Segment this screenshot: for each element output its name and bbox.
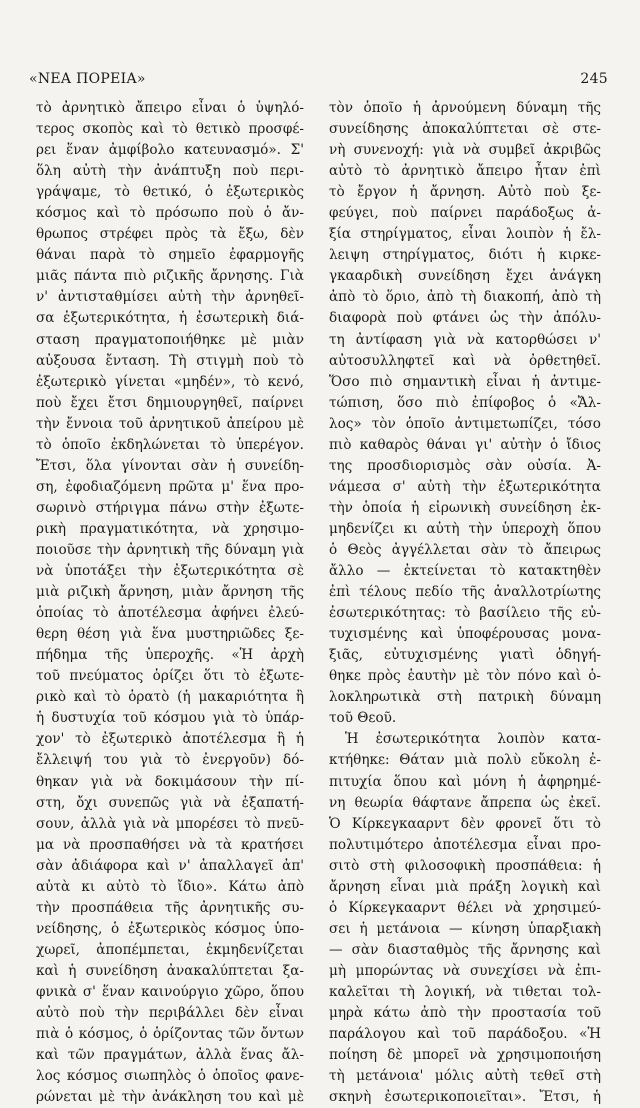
text-line: ρικὴ πραγματικότητα, νὰ χρησιμο- (36, 520, 304, 537)
text-line: λειψη στηρίγματος, διότι ἡ κιρκε- (329, 247, 601, 264)
text-line: συνείδησης ἀποκαλύπτεται σὲ στε- (329, 121, 601, 138)
text-line: Ὅσο πιὸ σημαντικὴ εἶναι ἡ ἀντιμε- (329, 373, 601, 390)
text-line: πιὸ καθαρὸς θάναι γι' αὐτὴν ὁ ἴδιος (329, 436, 601, 453)
text-line: λοκληρωτικὰ στὴ πατρικὴ δύναμη (329, 689, 601, 706)
text-line: κόσμος καὶ τὸ πρόσωπο ποὺ ὁ ἄν- (36, 205, 304, 222)
text-line: τὸ ἀρνητικὸ ἄπειρο εἶναι ὁ ὑψηλό- (36, 100, 304, 116)
text-line: μιὰ ριζικὴ ἄρνηση, μιὰν ἄρνηση τῆς (36, 584, 304, 601)
text-line: σιτὸ στὴ φιλοσοφικὴ προσπάθεια: ἡ (329, 857, 601, 874)
text-line: ση, ἐφοδιαζόμενη πρῶτα μ' ἕνα προ- (36, 478, 304, 495)
text-line: Ὁ Κίρκεγκααρντ δὲν φρονεῖ ὅτι τὸ (329, 815, 601, 832)
text-line: αὐτὸ τὸ ἀρνητικὸ ἄπειρο ἦταν ἐπὶ (329, 163, 601, 180)
text-line: της προσδιορισμὸς σὰν οὐσία. Ἀ- (329, 457, 601, 474)
text-line: πιτυχία ὅπου καὶ μόνη ἡ ἀφηρημέ- (329, 773, 601, 790)
text-line: σταση πραγματοποιήθηκε μὲ μιὰν (36, 331, 304, 348)
text-line: σὰν ἀδιάφορα καὶ ν' ἀπαλλαγεῖ ἀπ' (36, 857, 304, 874)
text-line: μηδενίζει κι αὐτὴ τὴν ὑπεροχὴ ὅπου (329, 520, 601, 537)
text-line: Ἔτσι, ὅλα γίνονται σὰν ἡ συνείδη- (36, 457, 304, 474)
text-line: τοῦ πνεύματος ὁρίζει ὅτι τὸ ἐξωτε- (36, 668, 304, 685)
text-line: ν' ἀντισταθμίσει αὐτὴ τὴν ἀρνηθεῖ- (36, 289, 304, 306)
text-line: αὐτοσυλληφτεῖ καὶ νὰ ὀρθετηθεῖ. (329, 352, 601, 369)
text-line: νὰ ὑποτάξει τὴν ἐξωτερικότητα σὲ (36, 563, 304, 580)
paragraph (329, 98, 601, 729)
text-line: θηκε πρὸς ἑαυτὴν μὲ τὸν πόνο καὶ ὁ- (329, 668, 601, 685)
text-line: σωρινὸ στήριγμα πάνω στὴν ἐξωτε- (36, 499, 304, 516)
text-line: τὸ ὁποῖο ἐκδηλώνεται τὸ ὑπερέγον. (36, 436, 304, 453)
text-line: ρικὸ καὶ τὸ ὁρατὸ (ἡ μακαριότητα ἢ (36, 689, 304, 706)
text-line: ἡ δυστυχία τοῦ κόσμου γιὰ τὸ ὑπάρ- (36, 710, 304, 727)
text-line: ποίηση δὲ μπορεῖ νὰ χρησιμοποιήση (329, 1047, 601, 1064)
text-line: τώπιση, ὅσο πιὸ ἐπίφοβος ὁ «Ἄλ- (329, 394, 601, 411)
text-line: κτήθηκε: Θάταν μιὰ πολὺ εὔκολη ἐ- (329, 752, 601, 769)
text-line: πήδημα τῆς ὑπεροχῆς. «Ἡ ἀρχὴ (36, 647, 304, 664)
text-line: γκααρδικὴ συνείδηση ἔχει ἀνάγκη (329, 268, 601, 285)
text-line: αὐτὰ κι αὐτὸ τὸ ἴδιο». Κάτω ἀπὸ (36, 878, 304, 895)
text-line: θρωπος στρέφει πρὸς τὰ ἔξω, δὲν (36, 226, 304, 243)
journal-title: «ΝΕΑ ΠΟΡΕΙΑ» (29, 71, 146, 87)
text-line: τυχισμένης καὶ ὑποφέρουσας μονα- (329, 626, 601, 643)
text-line: γράψαμε, τὸ θετικό, ὁ ἐξωτερικὸς (36, 184, 304, 201)
text-line: αὐξουσα ἔνταση. Τὴ στιγμὴ ποὺ τὸ (36, 352, 304, 369)
text-line: λος» τὸν ὁποῖο ἀντιμετωπίζει, τόσο (329, 415, 601, 432)
text-line: τὸ ἔργον ἡ ἄρνηση. Αὐτὸ ποὺ ξε- (329, 184, 601, 201)
text-line: σκηνὴ ἐσωτερικοποιεῖται». Ἔτσι, ἡ (329, 1089, 601, 1106)
text-line: πιὰ ὁ κόσμος, ὁ ὁρίζοντας τῶν ὄντων (36, 1026, 304, 1043)
text-line: καὶ τῶν πραγμάτων, ἀλλὰ ἕνας ἄλ- (36, 1047, 304, 1064)
text-line: σει ἡ μετάνοια — κίνηση ὑπαρξιακὴ (329, 920, 601, 937)
text-line: τη ἀντίφαση γιὰ νὰ κατορθώσει ν' (329, 331, 601, 348)
text-line: Ἡ ἐσωτερικότητα λοιπὸν κατα- (345, 731, 601, 748)
text-line: τερος σκοπὸς καὶ τὸ θετικὸ προσφέ- (36, 121, 304, 138)
text-line: πολυτιμότερο ἀποτέλεσμα εἶναι προ- (329, 836, 601, 853)
text-line: σα ἐξωτερικότητα, ἡ ἐσωτερικὴ διά- (36, 310, 304, 327)
text-line: ὁ Κίρκεγκααρντ θέλει νὰ χρησιμεύ- (329, 899, 601, 916)
text-line: χον' τὸ ἐξωτερικὸ ἀποτέλεσμα ἢ ἡ (36, 731, 304, 748)
text-line: ἄρνηση εἶναι μιὰ πράξη λογικὴ καὶ (329, 878, 601, 895)
text-line: παράλογου καὶ τοῦ παράδοξου. «Ἡ (329, 1026, 601, 1043)
text-line: ἐπὶ τέλους πεδίο τῆς ἀναλλοτρίωτης (329, 584, 601, 601)
text-line: ὁποίας τὸ ἀποτέλεσμα ἀφήνει ἐλεύ- (36, 605, 304, 622)
text-line: στη, ὄχι συνεπῶς γιὰ νὰ ἐξαπατή- (36, 794, 304, 811)
page-number: 245 (580, 71, 608, 87)
text-line: τὴ μετάνοια' μόλις αὐτὴ τεθεῖ στὴ (329, 1068, 601, 1085)
text-line: θερη θέση γιὰ ἕνα μυστηριῶδες ξε- (36, 626, 304, 643)
text-line: ἐσωτερικότητας: τὸ βασίλειο τῆς εὐ- (329, 605, 601, 622)
text-line: τὴν προσπάθεια τῆς ἀρνητικῆς συ- (36, 899, 304, 916)
text-line: ἀπὸ τὸ ὅριο, ἀπὸ τὴ διακοπή, ἀπὸ τὴ (329, 289, 601, 306)
text-line: θάναι παρὰ τὸ σημεῖο ἐφαρμογῆς (36, 247, 304, 264)
text-line: σουν, ἀλλὰ γιὰ νὰ μπορέσει τὸ πνεῦ- (36, 815, 304, 832)
text-line: μὴ μπορώντας νὰ συνεχίσει νὰ ἐπι- (329, 962, 601, 979)
text-line: αὐτὸ ποὺ τὴν περιβάλλει δὲν εἶναι (36, 1005, 304, 1022)
right-column (329, 98, 601, 1108)
text-line: ρώνεται μὲ τὴν ἀνάκληση του καὶ μὲ (36, 1089, 304, 1106)
text-line: ἐξωτερικὸ γίνεται «μηδέν», τὸ κενό, (36, 373, 304, 390)
text-line: χωρεῖ, ἀποπέμπεται, ἐκμηδενίζεται (36, 941, 304, 958)
text-line: διαφορὰ ποὺ φτάνει ὡς τὴν ἀπόλυ- (329, 310, 601, 327)
text-line: μα νὰ προσπαθήσει νὰ τὰ κρατήσει (36, 836, 304, 853)
text-line: τοῦ Θεοῦ. (329, 710, 397, 727)
text-line: ρει ἕναν ἀμφίβολο κατευνασμό». Σ' (36, 142, 304, 159)
text-line: νὴ συνενοχή: γιὰ νὰ συμβεῖ ἀκριβῶς (329, 142, 601, 159)
text-line: καλεῖται τὴ λογική, νὰ τιθεται τολ- (329, 983, 601, 1000)
text-line: φεύγει, ποὺ παίρνει παράδοξως ἀ- (329, 205, 601, 222)
text-line: τὴν ὁποία ἡ εἰρωνικὴ συνείδηση ἐκ- (329, 499, 601, 516)
text-line: ὅλη αὐτὴ τὴν ἀνάπτυξη ποὺ περι- (36, 163, 304, 180)
text-line: νάμεσα σ' αὐτὴ τὴν ἐξωτερικότητα (329, 478, 601, 495)
text-line: ξία στηρίγματος, εἶναι λοιπὸν ἡ ἔλ- (329, 226, 601, 243)
text-line: θηκαν γιὰ νὰ δοκιμάσουν τὴν πί- (36, 773, 304, 790)
text-line: — σὰν διασταθμὸς τῆς ἄρνησης καὶ (329, 941, 601, 958)
paragraph (329, 729, 601, 1108)
text-line: νείδησης, ὁ ἐξωτερικὸς κόσμος ὑπο- (36, 920, 304, 937)
text-line: λος κόσμος σιωπηλὸς ὁ ὁποῖος φανε- (36, 1068, 304, 1085)
text-line: ἔλλειψή του γιὰ τὸ ἐνεργοῦν) δό- (36, 752, 304, 769)
text-line: ἄλλο — ἐκτείνεται τὸ κατακτηθὲν (329, 563, 601, 580)
text-line: μηρὰ κάτω ἀπὸ τὴν προστασία τοῦ (329, 1005, 601, 1022)
left-column (36, 98, 304, 1108)
text-line: νη θεωρία θάφτανε ἄπρεπα ὡς ἐκεῖ. (329, 794, 601, 811)
text-line: φνικὰ σ' ἕναν καινούργιο χῶρο, ὅπου (36, 983, 304, 1000)
text-line: ξιᾶς, εὐτυχισμένης γιατὶ ὁδηγή- (329, 647, 601, 664)
text-line: τὸν ὁποῖο ἡ ἀρνούμενη δύναμη τῆς (329, 100, 601, 116)
text-line: ὁ Θεὸς ἀγγέλλεται σὰν τὸ ἄπειρως (329, 541, 601, 558)
text-line: τὴν ἔννοια τοῦ ἀρνητικοῦ ἀπείρου μὲ (36, 415, 304, 432)
text-line: ποὺ ἔχει ἔτσι δημιουργηθεῖ, παίρνει (36, 394, 304, 411)
text-line: μιᾶς πάντα πιὸ ριζικῆς ἄρνησης. Γιὰ (36, 268, 304, 285)
text-line: ποιοῦσε τὴν ἀρνητικὴ τῆς δύναμη γιὰ (36, 541, 304, 558)
text-line: καὶ ἡ συνείδηση ἀνακαλύπτεται ξα- (36, 962, 304, 979)
running-head (29, 71, 608, 87)
